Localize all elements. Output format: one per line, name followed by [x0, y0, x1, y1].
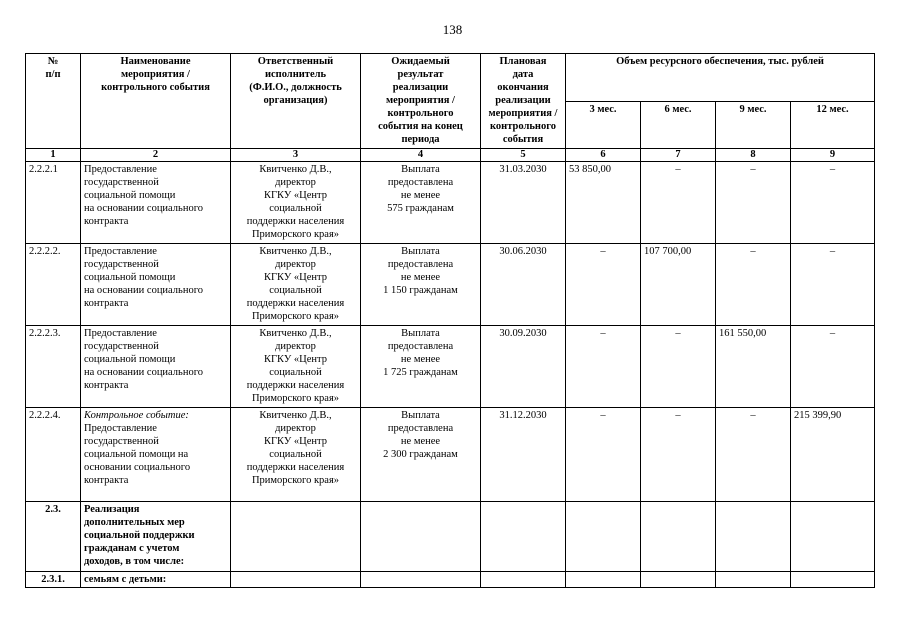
empty-cell — [231, 502, 361, 572]
row-name: Предоставление государственной социальной помощи на основании социального контракта — [84, 423, 191, 486]
header-m6: 6 мес. — [641, 101, 716, 149]
section-name: Реализация дополнительных мер социальной поддержки гражданам с учетом доходов, в том числе: — [81, 502, 231, 572]
row-executor: Квитченко Д.В., директор КГКУ «Центр социальной поддержки населения Приморского края» — [231, 408, 361, 502]
row-m9: – — [716, 244, 791, 326]
empty-cell — [566, 572, 641, 588]
col-number: 9 — [791, 149, 875, 162]
col-number: 2 — [81, 149, 231, 162]
header-num: № п/п — [26, 54, 81, 149]
empty-cell — [566, 502, 641, 572]
row-m6: – — [641, 408, 716, 502]
col-number: 6 — [566, 149, 641, 162]
page-number: 138 — [442, 22, 463, 37]
control-event-label: Контрольное событие: — [84, 410, 189, 421]
empty-cell — [361, 572, 481, 588]
header-date: Плановая дата окончания реализации мероприятия / контрольного события — [481, 54, 566, 149]
col-number: 1 — [26, 149, 81, 162]
header-volume: Объем ресурсного обеспечения, тыс. рублей — [566, 54, 875, 102]
row-name: Предоставление государственной социальной помощи на основании социального контракта — [81, 326, 231, 408]
row-m12: – — [791, 162, 875, 244]
col-number: 7 — [641, 149, 716, 162]
empty-cell — [791, 572, 875, 588]
header-executor: Ответственный исполнитель (Ф.И.О., должность организация) — [231, 54, 361, 149]
header-row-1 — [26, 54, 875, 102]
col-number: 5 — [481, 149, 566, 162]
empty-cell — [716, 572, 791, 588]
row-name: Предоставление государственной социальной помощи на основании социального контракта — [81, 162, 231, 244]
row-m9: – — [716, 162, 791, 244]
table-row — [26, 326, 875, 408]
empty-cell — [641, 572, 716, 588]
row-m12: – — [791, 326, 875, 408]
col-number: 4 — [361, 149, 481, 162]
header-m3: 3 мес. — [566, 101, 641, 149]
row-m12: – — [791, 244, 875, 326]
empty-cell — [481, 502, 566, 572]
row-result: Выплата предоставлена не менее 2 300 гражданам — [361, 408, 481, 502]
row-result: Выплата предоставлена не менее 1 150 гражданам — [361, 244, 481, 326]
empty-cell — [641, 502, 716, 572]
row-m6: – — [641, 326, 716, 408]
row-m9: – — [716, 408, 791, 502]
resource-plan-table — [25, 53, 875, 588]
row-name-cell — [81, 408, 231, 502]
subsection-name: семьям с детьми: — [81, 572, 231, 588]
empty-cell — [791, 502, 875, 572]
empty-cell — [716, 502, 791, 572]
row-date: 31.03.2030 — [481, 162, 566, 244]
empty-cell — [481, 572, 566, 588]
row-m9: 161 550,00 — [716, 326, 791, 408]
header-result: Ожидаемый результат реализации мероприятия / контрольного события на конец периода — [361, 54, 481, 149]
empty-cell — [361, 502, 481, 572]
col-number: 8 — [716, 149, 791, 162]
row-m3: – — [566, 326, 641, 408]
row-m3: – — [566, 244, 641, 326]
header-m12: 12 мес. — [791, 101, 875, 149]
row-executor: Квитченко Д.В., директор КГКУ «Центр социальной поддержки населения Приморского края» — [231, 162, 361, 244]
row-executor: Квитченко Д.В., директор КГКУ «Центр социальной поддержки населения Приморского края» — [231, 326, 361, 408]
header-name: Наименование мероприятия / контрольного события — [81, 54, 231, 149]
empty-cell — [231, 572, 361, 588]
row-name: Предоставление государственной социальной помощи на основании социального контракта — [81, 244, 231, 326]
header-m9: 9 мес. — [716, 101, 791, 149]
row-m6: 107 700,00 — [641, 244, 716, 326]
row-m3: 53 850,00 — [566, 162, 641, 244]
subsection-row — [26, 572, 875, 588]
row-m12: 215 399,90 — [791, 408, 875, 502]
section-num: 2.3. — [26, 502, 81, 572]
row-num: 2.2.2.2. — [26, 244, 81, 326]
row-num: 2.2.2.3. — [26, 326, 81, 408]
row-num: 2.2.2.4. — [26, 408, 81, 502]
row-date: 30.09.2030 — [481, 326, 566, 408]
table-row — [26, 244, 875, 326]
row-m3: – — [566, 408, 641, 502]
row-date: 30.06.2030 — [481, 244, 566, 326]
subsection-num: 2.3.1. — [26, 572, 81, 588]
column-number-row — [26, 149, 875, 162]
table-row — [26, 162, 875, 244]
row-result: Выплата предоставлена не менее 1 725 гражданам — [361, 326, 481, 408]
col-number: 3 — [231, 149, 361, 162]
row-result: Выплата предоставлена не менее 575 гражданам — [361, 162, 481, 244]
table-row — [26, 408, 875, 502]
row-date: 31.12.2030 — [481, 408, 566, 502]
row-m6: – — [641, 162, 716, 244]
row-executor: Квитченко Д.В., директор КГКУ «Центр социальной поддержки населения Приморского края» — [231, 244, 361, 326]
row-num: 2.2.2.1 — [26, 162, 81, 244]
section-row — [26, 502, 875, 572]
